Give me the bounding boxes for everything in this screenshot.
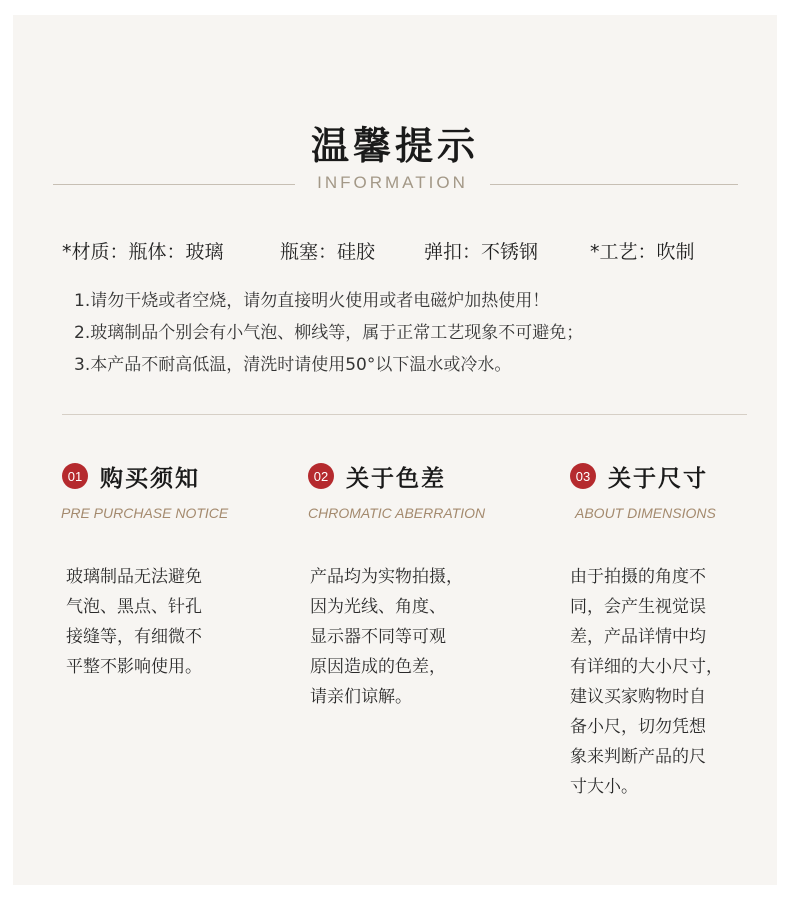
material-body: *材质：瓶体：玻璃	[62, 241, 224, 263]
note-item: 1.请勿干烧或者空烧，请勿直接明火使用或者电磁炉加热使用！	[74, 291, 550, 311]
body-line: 因为光线、角度、	[310, 597, 446, 617]
section-header	[570, 458, 708, 494]
section-body	[310, 562, 463, 712]
body-line: 建议买家购物时自	[570, 687, 706, 707]
material-stopper: 瓶塞：硅胶	[280, 241, 376, 263]
body-line: 玻璃制品无法避免	[66, 567, 202, 587]
subtitle-rule-right	[490, 184, 738, 185]
section-body	[66, 562, 202, 682]
body-line: 产品均为实物拍摄，	[310, 567, 463, 587]
section-title: 购买须知	[100, 465, 200, 492]
material-process: *工艺：吹制	[590, 241, 695, 263]
page-title: 温馨提示	[310, 124, 479, 168]
body-line: 平整不影响使用。	[66, 657, 202, 677]
body-line: 象来判断产品的尺	[570, 747, 706, 767]
body-line: 备小尺，切勿凭想	[570, 717, 706, 737]
body-line: 有详细的大小尺寸，	[570, 657, 723, 677]
body-line: 显示器不同等可观	[310, 627, 446, 647]
section-english-title: ABOUT DIMENSIONS	[575, 505, 716, 521]
section-number-badge: 01	[62, 463, 88, 489]
section-english-title: CHROMATIC ABERRATION	[308, 505, 486, 521]
section-number-badge: 02	[308, 463, 334, 489]
body-line: 气泡、黑点、针孔	[66, 597, 202, 617]
note-item: 3.本产品不耐高低温，清洗时请使用50°以下温水或冷水。	[74, 355, 512, 375]
section-title: 关于尺寸	[608, 465, 708, 492]
note-item: 2.玻璃制品个别会有小气泡、柳线等，属于正常工艺现象不可避免；	[74, 323, 584, 343]
subtitle-rule-left	[53, 184, 295, 185]
material-clasp: 弹扣：不锈钢	[424, 241, 539, 263]
body-line: 请亲们谅解。	[310, 687, 412, 707]
body-line: 由于拍摄的角度不	[570, 567, 706, 587]
section-english-title: PRE PURCHASE NOTICE	[61, 505, 229, 521]
body-line: 接缝等，有细微不	[66, 627, 202, 647]
section-divider	[62, 414, 747, 415]
notes-list	[74, 285, 754, 381]
section-chromatic-aberration	[308, 458, 486, 707]
section-header	[62, 458, 200, 494]
section-purchase-notice	[61, 458, 229, 677]
section-number-badge: 03	[570, 463, 596, 489]
section-body	[570, 562, 723, 802]
section-dimensions	[570, 458, 723, 797]
body-line: 差，产品详情中均	[570, 627, 706, 647]
section-title: 关于色差	[346, 465, 446, 492]
body-line: 寸大小。	[570, 777, 638, 797]
body-line: 原因造成的色差，	[310, 657, 446, 677]
section-header	[308, 458, 446, 494]
page-subtitle: INFORMATION	[317, 173, 468, 192]
body-line: 同，会产生视觉误	[570, 597, 706, 617]
